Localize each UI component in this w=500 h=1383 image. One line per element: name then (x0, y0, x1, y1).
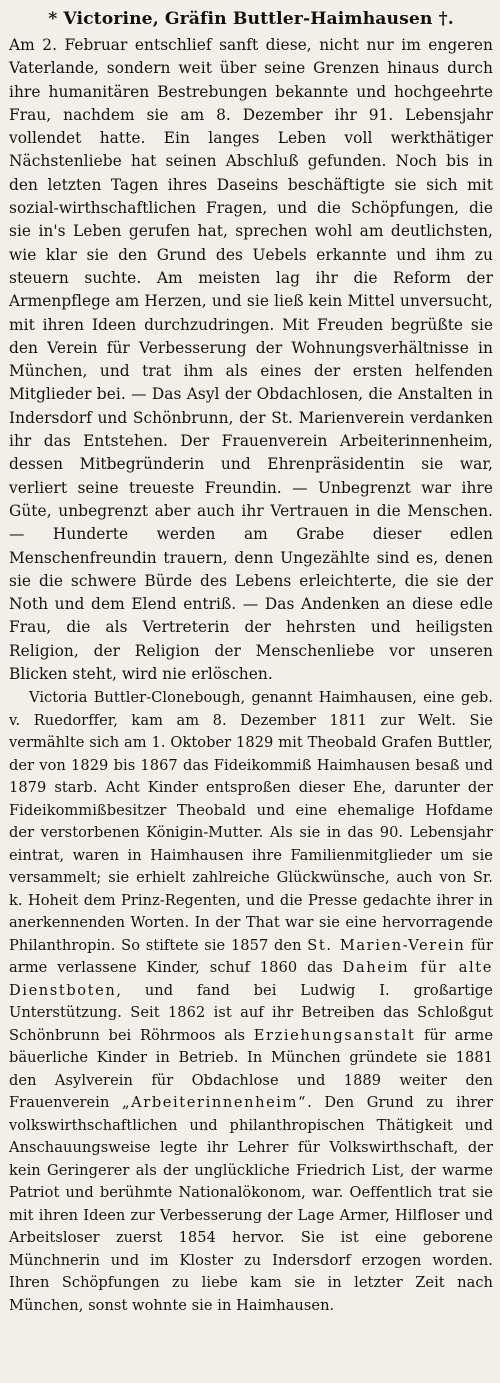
bio-text-part-4: für arme bäuerliche Kinder in Betrieb. In München gründete sie 1881 den Asylverein für Obdachlose und 1889 weiter den Frauenverein (9, 1026, 494, 1112)
article-paragraph-biography (9, 687, 493, 1317)
article-headline: * Victorine, Gräfin Buttler-Haimhausen †. (48, 9, 454, 29)
bio-text-part-2: für arme verlassene Kinder, schuf 1860 das (9, 936, 493, 977)
bio-text-part-1: Victoria Buttler-Clonebough, genannt Haimhausen, eine geb. v. Ruedorffer, kam am 8. Dezember 1811 zur Welt. Sie vermählte sich am 1. Oktober 1829 mit Theobald Grafen Buttler, der von 1829 bis 1867 das Fideikommiß Haimhausen besaß und 1879 starb. Acht Kinder entsproßen dieser Ehe, darunter der Fideikommißbesitzer Theobald und eine ehemalige Hofdame der verstorbenen Königin-Mutter. Als sie in das 90. Lebensjahr eintrat, waren in Haimhausen ihre Familienmitglieder um sie versammelt; sie erhielt zahlreiche Glückwünsche, auch von Sr. k. Hoheit dem Prinz-Regenten, und die Presse gedachte ihrer in anerkennenden Worten. In der That war sie eine hervorragende Philanthropin. So stiftete sie 1857 den (9, 689, 493, 954)
bio-text-part-3: , und fand bei Ludwig I. großartige Unterstützung. Seit 1862 ist auf ihr Betreiben das Schloßgut Schönbrunn bei Röhrmoos als (9, 981, 493, 1044)
article-paragraph-main: Am 2. Februar entschlief sanft diese, nicht nur im engeren Vaterlande, sondern weit über seine Grenzen hinaus durch ihre humanitären Bestrebungen bekannte und hochgeehrte Frau, nachdem sie am 8. Dezember ihr 91. Lebensjahr vollendet hatte. Ein langes Leben voll werkthätiger Nächstenliebe hat seinen Abschluß gefunden. Noch bis in den letzten Tagen ihres Daseins beschäftigte sie sich mit sozial-wirthschaftlichen Fragen, und die Schöpfungen, die sie in's Leben gerufen hat, sprechen wohl am deutlichsten, wie klar sie den Grund des Uebels erkannte und ihm zu steuern suchte. Am meisten lag ihr die Reform der Armenpflege am Herzen, und sie ließ kein Mittel unversucht, mit ihren Ideen durchzudringen. Mit Freuden begrüßte sie den Verein für Verbesserung der Wohnungsverhältnisse in München, und trat ihm als eines der ersten helfenden Mitglieder bei. — Das Asyl der Obdachlosen, die Anstalten in Indersdorf und Schönbrunn, der St. Marienverein verdanken ihr das Entstehen. Der Frauenverein Arbeiterinnenheim, dessen Mitbegründerin und Ehrenpräsidentin sie war, verliert seine treueste Freundin. — Unbegrenzt war ihre Güte, unbegrenzt aber auch ihr Vertrauen in die Menschen. — Hunderte werden am Grabe dieser edlen Menschenfreundin trauern, denn Ungezählte sind es, denen sie die schwere Bürde des Lebens erleichterte, die sie der Noth und dem Elend entriß. — Das Andenken an diese edle Frau, die als Vertreterin der hehrsten und heiligsten Religion, der Religion der Menschenliebe vor unseren Blicken steht, wird nie erlöschen. (9, 36, 493, 684)
bio-text-part-5: . Den Grund zu ihrer volkswirthschaftlichen und philanthropischen Thätigkeit und Anschauungsweise legte ihr Lehrer für Volkswirthschaft, der kein Geringerer als der unglückliche Friedrich List, der warme Patriot und berühmte Nationalökonom, war. Oeffentlich trat sie mit ihren Ideen zur Verbesserung der Lage Armer, Hilfloser und Arbeitsloser zuerst 1854 hervor. Sie ist eine geborene Münchnerin und im Kloster zu Indersdorf erzogen worden. Ihren Schöpfungen zu liebe kam sie in letzter Zeit nach München, sonst wohnte sie in Haimhausen. (9, 1094, 494, 1314)
bio-emphasis-erziehungsanstalt: Erziehungsanstalt (253, 1026, 416, 1044)
bio-emphasis-daheim: Daheim für alte Dienstboten (9, 959, 493, 999)
bio-emphasis-arbeiterinnenheim: „Arbeiterinnenheim“ (121, 1094, 308, 1112)
bio-emphasis-marienverein: St. Marien-Verein (307, 936, 466, 954)
